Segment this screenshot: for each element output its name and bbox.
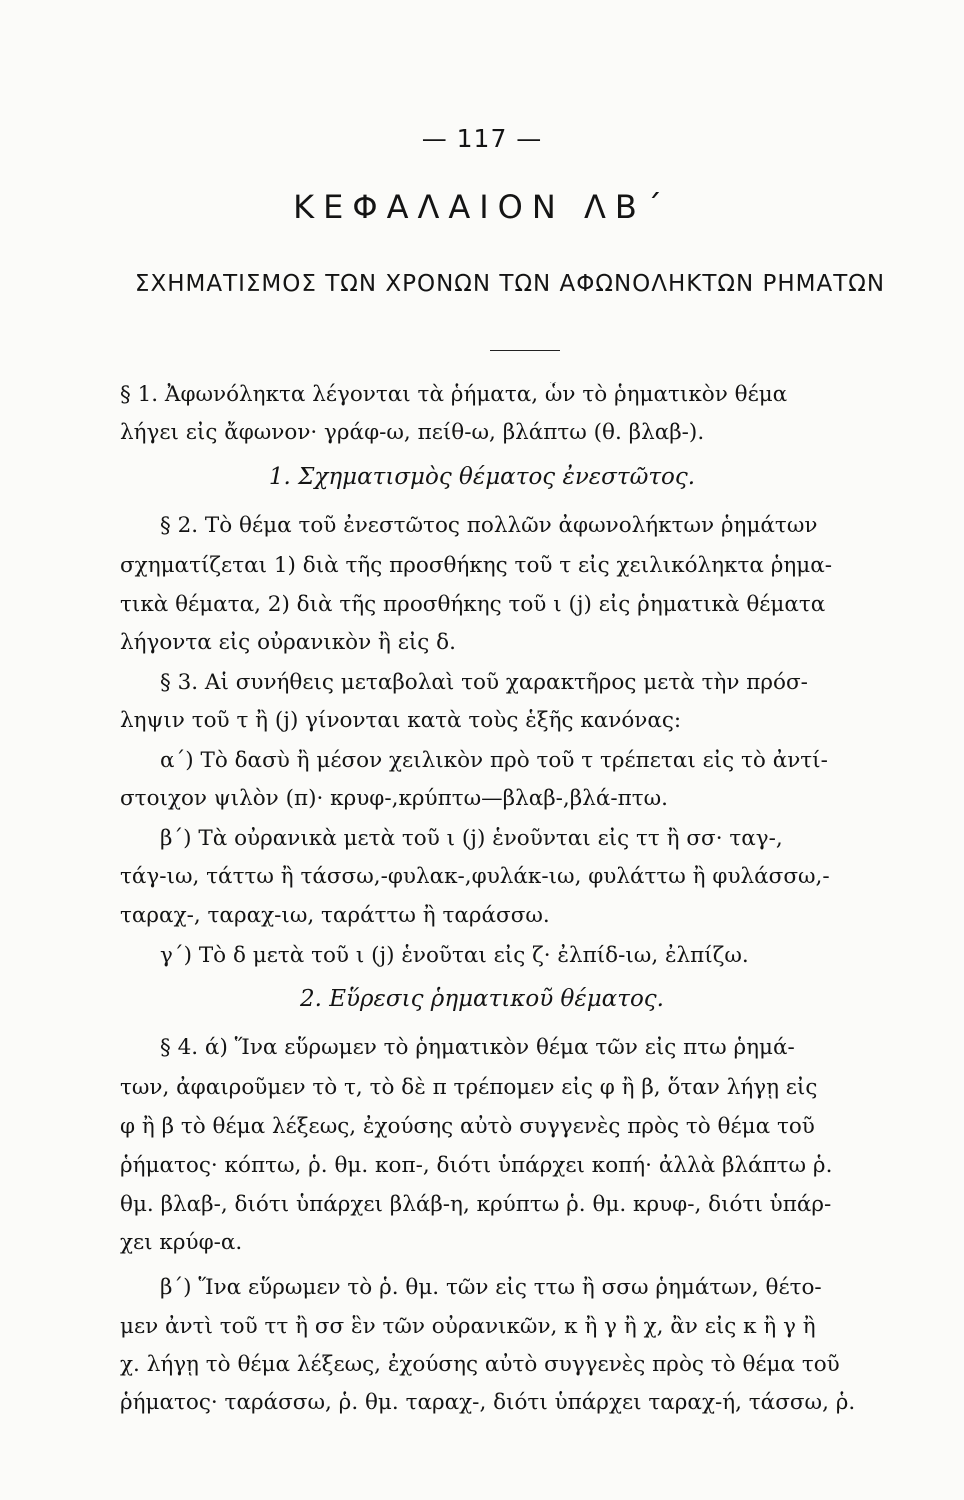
text-line-section-2: § 2. Τὸ θέμα τοῦ ἐνεστῶτος πολλῶν ἀφωνολήκτων ῥημάτων [160, 513, 818, 538]
subsection-heading: 1. Σχηματισμὸς θέματος ἐνεστῶτος. [268, 464, 696, 490]
text-line: χ. λήγῃ τὸ θέμα λέξεως, ἐχούσης αὐτὸ συγγενὲς πρὸς τὸ θέμα τοῦ [120, 1352, 840, 1377]
text-line: μεν ἀντὶ τοῦ ττ ἢ σσ ἓν τῶν οὐρανικῶν, κ ἢ γ ἢ χ, ἂν εἰς κ ἢ γ ἢ [120, 1314, 816, 1339]
text-line: ταραχ-, ταραχ-ιω, ταράττω ἢ ταράσσω. [120, 903, 550, 928]
text-line: τικὰ θέματα, 2) διὰ τῆς προσθήκης τοῦ ι (j) εἰς ῥηματικὰ θέματα [120, 592, 826, 617]
text-line: σχηματίζεται 1) διὰ τῆς προσθήκης τοῦ τ εἰς χειλικόληκτα ῥημα- [120, 553, 832, 578]
text-line: ῥήματος· ταράσσω, ῥ. θμ. ταραχ-, διότι ὑπάρχει ταραχ-ή, τάσσω, ῥ. [120, 1390, 856, 1415]
text-line: στοιχον ψιλὸν (π)· κρυφ-,κρύπτω—βλαβ-,βλά-πτω. [120, 786, 668, 811]
chapter-subtitle: ΣΧΗΜΑΤΙΣΜΟΣ ΤΩΝ ΧΡΟΝΩΝ ΤΩΝ ΑΦΩΝΟΛΗΚΤΩΝ ΡΗΜΑΤΩΝ [134, 271, 886, 297]
text-line: ῥήματος· κόπτω, ῥ. θμ. κοπ-, διότι ὑπάρχει κοπή· ἀλλὰ βλάπτω ῥ. [120, 1153, 833, 1178]
page-number: — 117 — [421, 124, 543, 153]
subsection-heading: 2. Εὕρεσις ῥηματικοῦ θέματος. [300, 986, 664, 1012]
text-line-rule-b2: β΄) Ἵνα εὕρωμεν τὸ ῥ. θμ. τῶν εἰς ττω ἢ σσω ῥημάτων, θέτο- [160, 1275, 822, 1300]
text-line: χει κρύφ-α. [120, 1230, 243, 1255]
text-line: τάγ-ιω, τάττω ἢ τάσσω,-φυλακ-,φυλάκ-ιω, φυλάττω ἢ φυλάσσω,- [120, 864, 830, 889]
chapter-title: ΚΕΦΑΛΑΙΟΝ ΛΒ΄ [293, 188, 671, 226]
text-line-section-1: § 1. Ἀφωνόληκτα λέγονται τὰ ῥήματα, ὧν τὸ ῥηματικὸν θέμα [120, 382, 788, 407]
title-divider [490, 350, 560, 351]
text-line-rule-a: α΄) Τὸ δασὺ ἢ μέσον χειλικὸν πρὸ τοῦ τ τρέπεται εἰς τὸ ἀντί- [160, 748, 828, 773]
text-line: φ ἢ β τὸ θέμα λέξεως, ἐχούσης αὐτὸ συγγενὲς πρὸς τὸ θέμα τοῦ [120, 1114, 815, 1139]
text-line-section-3: § 3. Αἱ συνήθεις μεταβολαὶ τοῦ χαρακτῆρος μετὰ τὴν πρόσ- [160, 670, 808, 695]
text-line: ληψιν τοῦ τ ἢ (j) γίνονται κατὰ τοὺς ἑξῆς κανόνας: [120, 708, 682, 733]
text-line: θμ. βλαβ-, διότι ὑπάρχει βλάβ-η, κρύπτω ῥ. θμ. κρυφ-, διότι ὑπάρ- [120, 1192, 832, 1217]
text-line-rule-b: β΄) Τὰ οὐρανικὰ μετὰ τοῦ ι (j) ἑνοῦνται εἰς ττ ἢ σσ· ταγ-, [160, 826, 783, 851]
text-line: λήγει εἰς ἄφωνον· γράφ-ω, πείθ-ω, βλάπτω (θ. βλαβ-). [120, 420, 705, 445]
text-line: λήγοντα εἰς οὐρανικὸν ἢ εἰς δ. [120, 630, 456, 655]
text-line-section-4: § 4. ά) Ἵνα εὕρωμεν τὸ ῥηματικὸν θέμα τῶν εἰς πτω ῥημά- [160, 1035, 795, 1060]
text-line: των, ἀφαιροῦμεν τὸ τ, τὸ δὲ π τρέπομεν εἰς φ ἢ β, ὅταν λήγῃ εἰς [120, 1075, 818, 1100]
text-line-rule-c: γ΄) Τὸ δ μετὰ τοῦ ι (j) ἑνοῦται εἰς ζ· ἐλπίδ-ιω, ἐλπίζω. [160, 943, 749, 968]
